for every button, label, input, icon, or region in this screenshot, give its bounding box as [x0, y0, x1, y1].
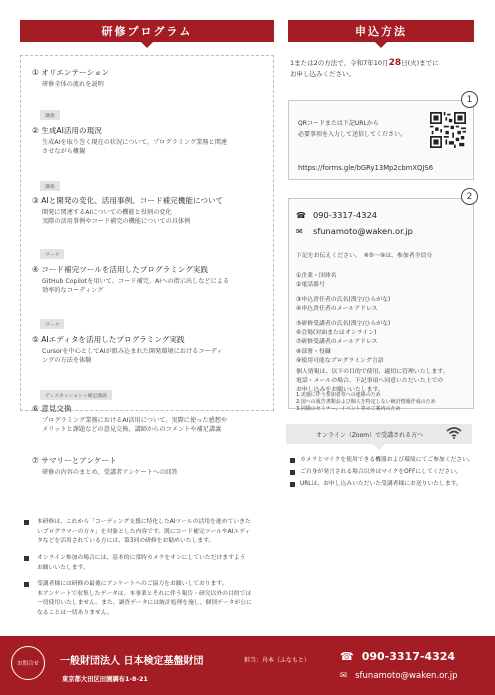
apply-header	[288, 20, 474, 42]
desc-line: 効率的なコーディング	[42, 286, 104, 294]
program-item	[32, 334, 268, 365]
desc-line: 生成AIを取り巻く現在の状況について、プログラミング業務と関連	[42, 139, 228, 146]
desc-line: 研修全体の流れを説明	[42, 81, 104, 88]
bullet-square	[24, 582, 29, 587]
note-line: 本研修は、これから「コーディング支援に特化したAIツールの活用を進めていきた	[37, 519, 251, 525]
field-item: ⑦研修受講者のメールアドレス	[296, 339, 378, 346]
desc-line: Cursorを中心としてAIが組み込まれた開発環境におけるコーディ	[42, 348, 223, 355]
note-line: お願いいたします。	[37, 564, 89, 571]
intro-text: 日(火)までに	[401, 59, 439, 67]
note-text	[24, 580, 276, 618]
organization-name: 一般財団法人 日本検定基盤財団	[60, 656, 204, 667]
online-note-text: ご自身が発言される場合以外はマイクをOFFにしてください。	[300, 469, 462, 475]
program-tag: ワーク	[40, 319, 64, 329]
program-item	[32, 125, 268, 156]
phone-icon: ☎	[340, 650, 354, 663]
deadline-date: 28	[388, 58, 402, 68]
footer	[0, 636, 495, 695]
purpose-line: 1.実施に伴う参加者等への連絡のため	[296, 392, 381, 398]
contact-person: 担当：舟本（ふなもと）	[244, 657, 311, 664]
desc-line: GitHub Copilotを用いて、コード補完、AIへの指示出しなどによる	[42, 278, 230, 285]
wifi-icon	[446, 427, 462, 442]
desc-line: プログラミング業務におけるAI活用について、実際に使った感想や	[42, 417, 228, 424]
program-item-title: ① オリエンテーション	[32, 68, 110, 77]
bullet-square	[24, 520, 29, 525]
intro-text: 1または2の方法で、令和7年10月	[290, 59, 389, 67]
note-line: 一切使用いたしません。また、調査データには統計処理を施し、個別データが公に	[37, 600, 252, 606]
method-1-number: 1	[461, 91, 478, 108]
purpose-line: 2.国への報告書類および個人を特定しない統計情報作成のため	[296, 399, 436, 405]
requirements-lead: 下記をお伝えください。 ※⑤〜⑨は、参加者全員分	[296, 253, 433, 259]
program-header-label: 研修プログラム	[101, 25, 193, 38]
program-item-desc	[32, 469, 268, 478]
field-item: ②電話番号	[296, 282, 325, 289]
program-tag: ワーク	[40, 249, 64, 259]
program-item-desc	[32, 348, 268, 365]
footer-email[interactable]	[340, 671, 458, 681]
desc-line: 研修の内容のまとめ、受講者アンケートへの回答	[42, 469, 178, 476]
note-line: オンライン参加の場合には、基本的に常時カメラをオンにしていただけますよう	[37, 555, 246, 561]
online-note-text: カメラとマイクを使用できる機器および環境にてご参加ください。	[300, 457, 474, 463]
mail-icon: ✉	[296, 226, 303, 236]
online-note-text: URLは、お申し込みいただいた受講者様にお送りいたします。	[300, 481, 462, 487]
note-line: なることは一切ありません。	[37, 609, 113, 616]
privacy-line: 個人情報は、以下の目的で使用、適切に管理いたします。	[296, 369, 449, 375]
field-item: ①企業・団体名	[296, 273, 337, 279]
desc-line: 開発に関連するAIについての機能と役割の変化	[42, 209, 172, 216]
field-item: ⑤研修受講者の氏名(漢字/ひらがな)	[296, 321, 391, 327]
mail-icon: ✉	[340, 671, 348, 681]
note-line: タなどを活用されている方には、第3回の研修をお勧めいたします。	[37, 538, 215, 544]
program-tag: 講義	[40, 181, 60, 191]
text-line: QRコードまたは下記URLから	[298, 120, 379, 127]
program-item	[32, 403, 268, 434]
contact-badge: お問合せ	[11, 646, 45, 680]
phone-icon: ☎	[296, 210, 306, 220]
note-line: いプログラマーの方々」を対象とした内容です。既にコード補完ツールやAIエディ	[37, 528, 251, 535]
desc-line: させながら概観	[42, 147, 86, 155]
intro-text: お申し込みください。	[290, 70, 355, 78]
program-item-title: ② 生成AI活用の現況	[32, 126, 102, 135]
footer-email-address: sfunamoto@waken.or.jp	[355, 671, 458, 681]
program-tag: ディスカッション＋補足講義	[40, 390, 112, 400]
note-line: 受講者様には研修の最後にアンケートへのご協力をお願いしております。	[37, 581, 228, 587]
text-line: 必要事項を入力して送信してください。	[298, 131, 407, 138]
online-note	[290, 456, 476, 465]
program-item-title: ⑥ 意見交換	[32, 404, 72, 413]
program-item-desc	[32, 417, 268, 434]
bullet-square	[290, 458, 295, 463]
desc-line: 実際の活用事例やコード補完の機能についての具体例	[42, 217, 191, 225]
program-item	[32, 455, 268, 478]
program-item	[32, 264, 268, 295]
program-item	[32, 67, 268, 90]
program-item-desc	[32, 278, 268, 295]
note-item	[24, 554, 276, 573]
requirements-group	[296, 296, 472, 314]
program-item	[32, 195, 268, 226]
note-text	[24, 518, 276, 547]
header-arrow	[375, 42, 387, 48]
footer-phone-number: 090-3317-4324	[361, 650, 456, 663]
desc-line: メリットと課題などの意見交換、講師からのコメントや補足講義	[42, 425, 222, 433]
bullet-square	[290, 482, 295, 487]
field-item: ③申込責任者の氏名(漢字/ひらがな)	[296, 297, 391, 303]
online-note	[290, 468, 476, 477]
phone-number: 090-3317-4324	[313, 210, 378, 220]
program-tag: 講義	[40, 110, 60, 120]
note-text	[24, 554, 276, 573]
apply-header-label: 申込方法	[355, 25, 407, 38]
qr-code-icon[interactable]	[430, 112, 466, 148]
field-item: ⑥会場(対面またはオンライン)	[296, 330, 377, 337]
email-address: sfunamoto@waken.or.jp	[313, 226, 413, 236]
program-item-title: ③ AIと開発の変化、活用事例、コード補完機能について	[32, 196, 224, 205]
note-item	[24, 518, 276, 547]
field-item: ④申込責任者のメールアドレス	[296, 306, 378, 313]
method-2-number: 2	[461, 188, 478, 205]
apply-intro	[290, 58, 476, 80]
privacy-line: お申し込みをお願いいたします。	[296, 387, 384, 394]
bullet-square	[290, 470, 295, 475]
requirements-group	[296, 272, 472, 290]
program-item-title: ④ コード補完ツールを活用したプログラミング実践	[32, 265, 208, 274]
program-item-title: ⑦ サマリーとアンケート	[32, 456, 117, 465]
program-item-title: ⑤ AIエディタを活用したプログラミング実践	[32, 335, 185, 344]
desc-line: ングの方法を体験	[42, 356, 92, 364]
form-url-link[interactable]: https://forms.gle/bGRy13Mp2cbmXQJS6	[298, 164, 434, 172]
method-2-phone[interactable]	[296, 210, 377, 220]
online-header-arrow	[373, 444, 385, 450]
note-line: 本アンケートで収集したデータは、本事業とそれに伴う報告・研究以外の目的では	[37, 590, 252, 597]
privacy-line: 電話・メールの場合、下記事項へ同意いただいた上での	[296, 378, 444, 385]
online-note	[290, 480, 476, 489]
program-item-desc	[32, 139, 268, 156]
note-item	[24, 580, 276, 618]
online-header	[286, 424, 472, 444]
method-2-email[interactable]	[296, 226, 413, 236]
field-item: ⑧部署・役職	[296, 348, 331, 355]
privacy-purposes	[296, 392, 472, 413]
purpose-line: 3.同様のセミナー、イベント等のご案内のため	[296, 406, 401, 412]
footer-phone[interactable]	[340, 650, 455, 663]
organization-address: 東京都大田区田園調布1-8-21	[62, 676, 148, 683]
program-header	[20, 20, 274, 42]
program-item-desc	[32, 209, 268, 226]
requirements-group	[296, 320, 472, 366]
program-item-desc	[32, 81, 268, 90]
field-item: ⑨使用可能なプログラミング言語	[296, 357, 384, 364]
header-arrow	[141, 42, 153, 48]
bullet-square	[24, 556, 29, 561]
method-1-text	[298, 118, 418, 140]
online-header-label: オンライン（Zoom）で受講される方へ	[316, 431, 424, 439]
